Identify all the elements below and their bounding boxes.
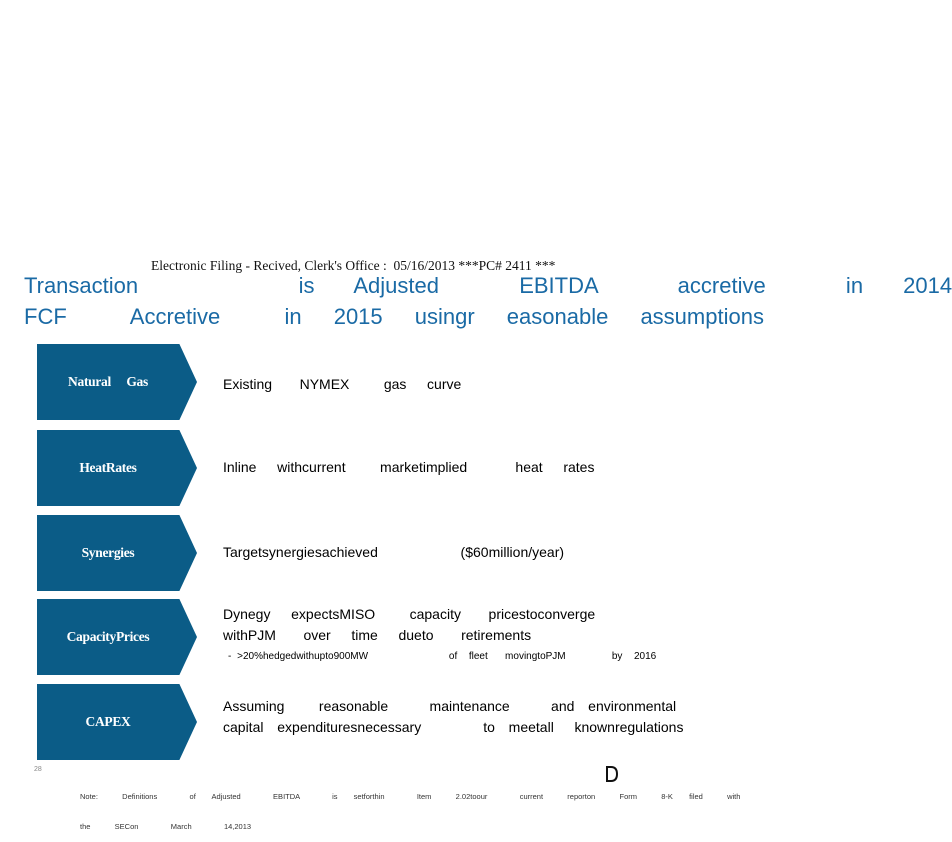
row-description: Dynegy expectsMISO capacity pricestoconverge [223,606,596,622]
company-logo-icon [606,766,618,782]
row-label: CapacityPrices [66,629,150,644]
assumption-row-synergies [37,515,197,591]
row-description: Targetsynergiesachieved ($60million/year) [223,544,565,560]
footnote-line-1: Note: Definitions of Adjusted EBITDA is setforthin Item 2.02toour current reporton Form 8-K filed with [80,792,741,801]
assumption-row-heat-rates [37,430,197,506]
slide-title-line-1: Transaction is Adjusted EBITDA accretive in 2014 [24,273,952,298]
row-description: Assuming reasonable maintenance and environmental [223,698,677,714]
row-label: CAPEX [85,714,131,729]
assumption-row-capacity-prices [37,599,197,675]
row-label: Synergies [81,545,135,560]
row-sub-bullet: - >20%hedgedwithupto900MW of fleet movingtoPJM by 2016 [228,651,657,662]
row-label: Natural Gas [68,374,148,389]
assumption-row-capex [37,684,197,760]
page-number: 28 [34,766,42,773]
assumption-row-natural-gas [37,344,197,420]
row-description-line-2: withPJM over time dueto retirements [223,627,532,643]
row-description: Existing NYMEX gas curve [223,376,462,392]
row-description: Inline withcurrent marketimplied heat rates [223,459,595,475]
footnote [80,772,740,842]
row-label: HeatRates [79,460,137,475]
footnote-line-2: the SECon March 14,2013 [80,822,252,831]
row-description-line-2: capital expendituresnecessary to meetall knownregulations [223,719,684,735]
filing-stamp: Electronic Filing - Recived, Clerk's Office : 05/16/2013 ***PC# 2411 *** [151,258,556,273]
slide-title-line-2: FCF Accretive in 2015 usingr easonable assumptions [24,304,764,329]
